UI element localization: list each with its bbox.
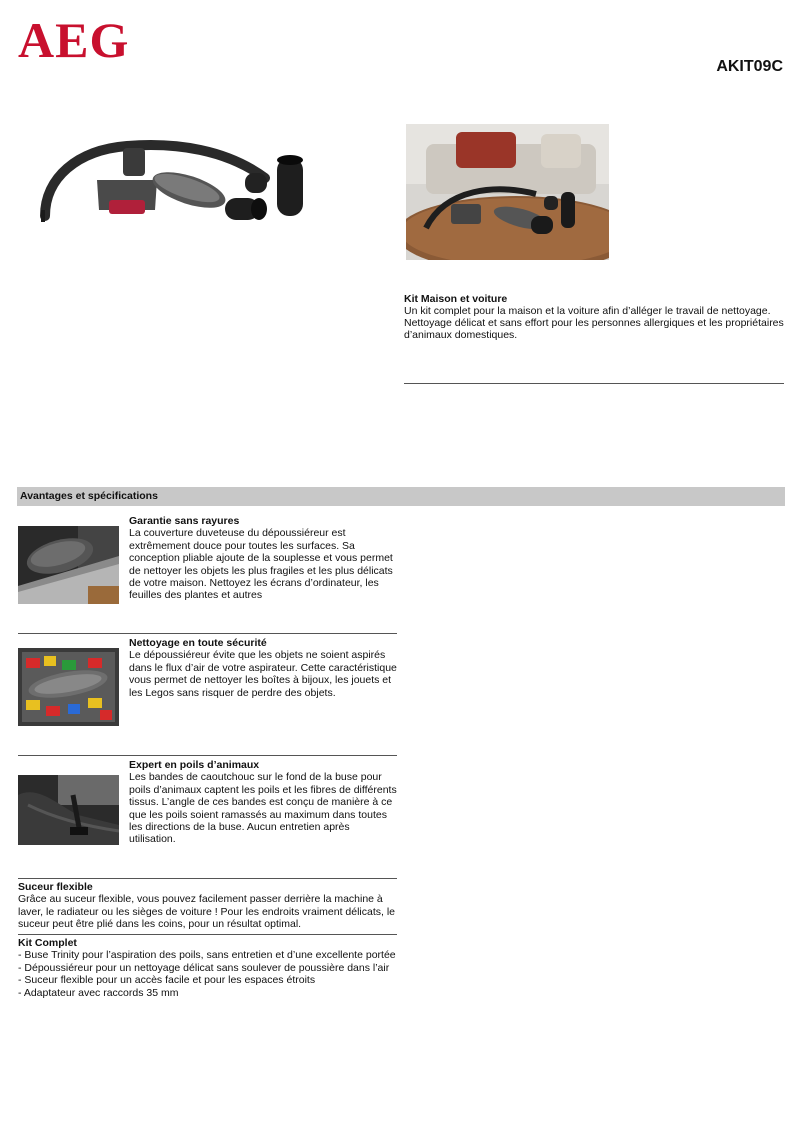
brand-logo: AEG <box>18 12 130 68</box>
feature-text: Les bandes de caoutchouc sur le fond de la buse pour poils d’animaux captent les poils et les fibres de différents tissus. L’angle de ces bandes est conçu de manière à ce que les poils soient ramassés au maximum dans toutes les directions de la buse. Aucun entretien après utilisation. <box>129 771 397 846</box>
divider <box>404 383 784 384</box>
kit-item: - Dépoussiéreur pour un nettoyage délicat sans soulever de poussière dans l’air <box>18 961 390 974</box>
feature-title: Nettoyage en toute sécurité <box>129 637 267 649</box>
divider <box>18 934 397 935</box>
product-image <box>37 138 312 234</box>
feature-image-lego-toys <box>18 648 119 726</box>
kit-title: Kit Complet <box>18 937 77 949</box>
divider <box>18 633 397 634</box>
feature-image-car-seat <box>18 775 119 845</box>
intro-title: Kit Maison et voiture <box>404 293 508 305</box>
model-number: AKIT09C <box>716 58 783 75</box>
divider <box>18 755 397 756</box>
lifestyle-image <box>406 124 609 260</box>
kit-item: - Adaptateur avec raccords 35 mm <box>18 986 179 999</box>
suceur-block <box>18 881 398 931</box>
suceur-title: Suceur flexible <box>18 881 93 893</box>
kit-block <box>18 937 398 999</box>
kit-item: - Suceur flexible pour un accès facile et pour les espaces étroits <box>18 974 316 987</box>
feature-title: Garantie sans rayures <box>129 515 240 527</box>
suceur-text: Grâce au suceur flexible, vous pouvez facilement passer derrière la machine à laver, le radiateur ou les sièges de voiture ! Pour les endroits vraiment délicats, le suceur peut être plié dans les coins, pour un résultat optimal. <box>18 893 396 931</box>
feature-text: Le dépoussiéreur évite que les objets ne soient aspirés dans le flux d’air de votre aspirateur. Cette caractéristique vous permet de nettoyer les boîtes à bijoux, les jouets et les Legos sans risquer de perdre des objets. <box>129 649 397 699</box>
feature-block <box>129 515 397 602</box>
feature-text: La couverture duveteuse du dépoussiéreur est extrêmement douce pour toutes les surfaces. Sa conception pliable ajoute de la souplesse et vous permet de nettoyer les objets les plus fragiles et les plus délicats de votre maison. Nettoyez les écrans d’ordinateur, les feuilles des plantes et autres <box>129 527 393 602</box>
feature-image-duster-laptop <box>18 526 119 604</box>
feature-block <box>129 759 397 846</box>
feature-block <box>129 637 397 699</box>
kit-item: - Buse Trinity pour l’aspiration des poils, sans entretien et d’une excellente portée <box>18 949 396 962</box>
section-heading: Avantages et spécifications <box>17 487 785 506</box>
intro-text: Un kit complet pour la maison et la voiture afin d’alléger le travail de nettoyage. Nettoyage délicat et sans effort pour les personnes allergiques et les propriétaires d’animaux domestiques. <box>404 305 784 341</box>
divider <box>18 878 397 879</box>
intro-block <box>404 293 786 341</box>
feature-title: Expert en poils d’animaux <box>129 759 260 771</box>
